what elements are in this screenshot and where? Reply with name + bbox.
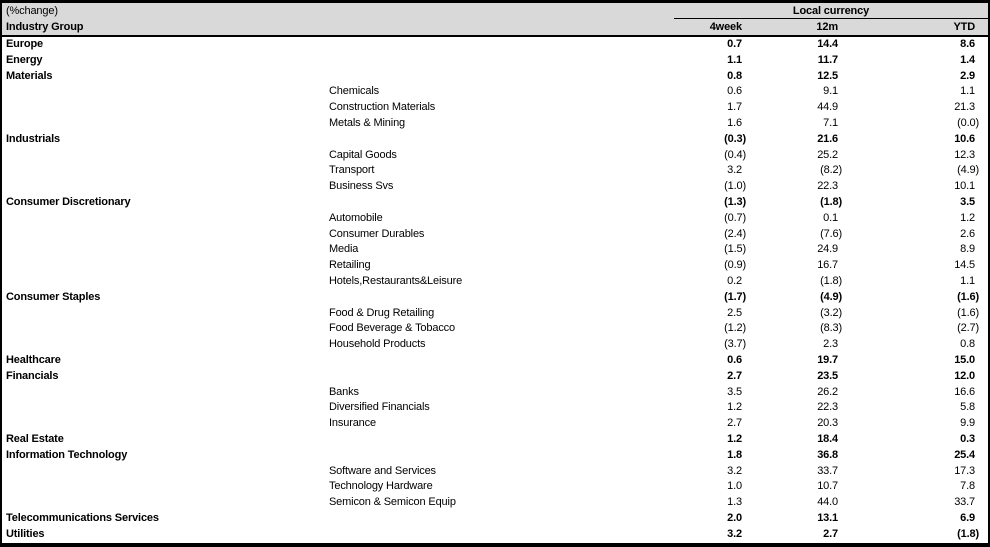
value-4week: (1.2) [724,322,746,335]
value-4week: (1.0) [724,180,746,193]
table-row-energy [2,53,988,69]
value-12m: 16.7 [817,259,838,272]
row-label: Materials [6,69,53,82]
value-4week: 2.7 [727,417,742,430]
value-4week: (0.7) [724,211,746,224]
value-12m: 24.9 [817,243,838,256]
value-ytd: 0.8 [960,338,975,351]
column-header-4week: 4week [709,21,742,33]
table-row-capital-goods [2,148,988,164]
value-4week: 0.7 [727,38,742,50]
row-label: Financials [6,369,59,382]
row-label: Household Products [329,338,426,351]
value-4week: 0.2 [727,274,742,287]
row-label: Banks [329,385,359,398]
value-12m: (8.3) [820,322,842,335]
value-ytd: 3.5 [960,195,975,208]
value-4week: (1.7) [724,290,746,303]
table-row-food-beverage-tobacco [2,321,988,337]
value-12m: 44.9 [817,101,838,114]
row-label: Telecommunications Services [6,511,159,524]
value-4week: (0.4) [724,148,746,161]
column-header-12m: 12m [816,21,838,33]
industry-group-header: Industry Group [6,21,84,33]
value-ytd: 8.6 [960,38,975,50]
row-label: Industrials [6,132,60,145]
table-row-europe [2,37,988,53]
value-12m: 26.2 [817,385,838,398]
row-label: Automobile [329,211,383,224]
value-4week: 1.0 [727,480,742,493]
value-ytd: 15.0 [954,353,975,366]
value-ytd: 10.1 [954,180,975,193]
row-label: Hotels,Restaurants&Leisure [329,274,463,287]
row-label: Chemicals [329,85,379,98]
value-12m: 22.3 [817,180,838,193]
table-row-industrials [2,132,988,148]
value-ytd: 17.3 [954,464,975,477]
value-ytd: 8.9 [960,243,975,256]
value-12m: 44.0 [817,496,838,509]
value-ytd: 1.2 [960,211,975,224]
value-ytd: 21.3 [954,101,975,114]
table-row-software-and-services [2,464,988,480]
table-row-transport [2,163,988,179]
value-4week: 0.6 [727,85,742,98]
value-4week: 1.2 [727,401,742,414]
value-4week: (3.7) [724,338,746,351]
row-label: Europe [6,38,43,50]
value-4week: 2.0 [727,511,742,524]
local-currency-header: Local currency [674,3,988,19]
value-12m: 2.7 [823,527,838,540]
value-12m: (1.8) [820,274,842,287]
value-12m: 12.5 [817,69,838,82]
value-4week: 3.2 [727,164,742,177]
percent-change-label: (%change) [6,5,58,17]
value-12m: (7.6) [820,227,842,240]
value-12m: 10.7 [817,480,838,493]
value-ytd: (1.6) [957,306,979,319]
value-4week: 1.8 [727,448,742,461]
value-4week: 0.8 [727,69,742,82]
row-label: Consumer Staples [6,290,101,303]
value-4week: 1.2 [727,432,742,445]
row-label: Retailing [329,259,371,272]
header-row-units [2,3,988,19]
value-4week: 2.5 [727,306,742,319]
value-12m: 21.6 [817,132,838,145]
value-ytd: 1.1 [960,274,975,287]
row-label: Diversified Financials [329,401,430,414]
table-row-consumer-durables [2,227,988,243]
table-row-construction-materials [2,100,988,116]
table-row-consumer-staples [2,290,988,306]
value-12m: 22.3 [817,401,838,414]
value-ytd: 1.1 [960,85,975,98]
table-row-insurance [2,416,988,432]
value-ytd: 12.0 [954,369,975,382]
table-row-metals-mining [2,116,988,132]
table-row-information-technology [2,448,988,464]
table-row-retailing [2,258,988,274]
table-row-telecommunications-services [2,511,988,527]
table-row-household-products [2,337,988,353]
value-12m: 9.1 [823,85,838,98]
table-row-technology-hardware [2,479,988,495]
value-12m: 2.3 [823,338,838,351]
value-4week: 1.1 [727,53,742,66]
value-12m: 18.4 [817,432,838,445]
value-ytd: 7.8 [960,480,975,493]
row-label: Food & Drug Retailing [329,306,435,319]
table-row-diversified-financials [2,400,988,416]
table-row-real-estate [2,432,988,448]
value-ytd: (0.0) [957,116,979,129]
row-label: Business Svs [329,180,394,193]
value-12m: 11.7 [817,53,838,66]
row-label: Food Beverage & Tobacco [329,322,455,335]
value-4week: 3.2 [727,527,742,540]
value-ytd: (4.9) [957,164,979,177]
value-12m: (3.2) [820,306,842,319]
value-4week: (1.5) [724,243,746,256]
value-ytd: 25.4 [954,448,975,461]
value-4week: (0.3) [724,132,746,145]
value-4week: 1.3 [727,496,742,509]
value-12m: 33.7 [817,464,838,477]
value-ytd: 10.6 [954,132,975,145]
value-ytd: (1.6) [957,290,979,303]
row-label: Technology Hardware [329,480,433,493]
table-row-banks [2,385,988,401]
value-ytd: 2.9 [960,69,975,82]
row-label: Real Estate [6,432,64,445]
row-label: Healthcare [6,353,61,366]
table-row-utilities [2,527,988,543]
table-row-hotels-restaurants-leisure [2,274,988,290]
row-label: Semicon & Semicon Equip [329,496,456,509]
value-4week: 1.7 [727,101,742,114]
value-4week: (2.4) [724,227,746,240]
row-label: Media [329,243,359,256]
value-12m: 14.4 [817,38,838,50]
table-row-chemicals [2,84,988,100]
table-row-food-drug-retailing [2,306,988,322]
value-ytd: 2.6 [960,227,975,240]
value-12m: 0.1 [823,211,838,224]
row-label: Utilities [6,527,45,540]
column-header-ytd: YTD [953,21,975,33]
value-ytd: 33.7 [954,496,975,509]
value-12m: (4.9) [820,290,842,303]
value-12m: 20.3 [817,417,838,430]
value-ytd: (1.8) [957,527,979,540]
value-4week: 3.2 [727,464,742,477]
value-ytd: 1.4 [960,53,975,66]
row-label: Metals & Mining [329,116,406,129]
table-row-business-svs [2,179,988,195]
value-ytd: 0.3 [960,432,975,445]
row-label: Capital Goods [329,148,397,161]
value-4week: 0.6 [727,353,742,366]
value-12m: 25.2 [817,148,838,161]
row-label: Insurance [329,417,376,430]
table-row-materials [2,69,988,85]
row-label: Transport [329,164,375,177]
table-row-automobile [2,211,988,227]
value-4week: 3.5 [727,385,742,398]
table-row-financials [2,369,988,385]
table-header [2,3,988,37]
value-4week: (0.9) [724,259,746,272]
value-ytd: 5.8 [960,401,975,414]
value-ytd: 14.5 [954,259,975,272]
value-12m: 36.8 [817,448,838,461]
table-row-healthcare [2,353,988,369]
table-body [2,37,988,543]
value-4week: (1.3) [724,195,746,208]
value-12m: (1.8) [820,195,842,208]
table-row-semicon-semicon-equip [2,495,988,511]
table-row-media [2,242,988,258]
value-12m: 7.1 [823,116,838,129]
row-label: Information Technology [6,448,128,461]
value-ytd: 6.9 [960,511,975,524]
row-label: Construction Materials [329,101,436,114]
value-ytd: 9.9 [960,417,975,430]
value-12m: 23.5 [817,369,838,382]
row-label: Consumer Discretionary [6,195,131,208]
row-label: Energy [6,53,43,66]
header-row-columns [2,19,988,35]
value-ytd: 12.3 [954,148,975,161]
value-4week: 1.6 [727,116,742,129]
value-ytd: 16.6 [954,385,975,398]
row-label: Consumer Durables [329,227,425,240]
table-row-consumer-discretionary [2,195,988,211]
value-4week: 2.7 [727,369,742,382]
value-12m: (8.2) [820,164,842,177]
value-12m: 19.7 [817,353,838,366]
value-ytd: (2.7) [957,322,979,335]
value-12m: 13.1 [817,511,838,524]
row-label: Software and Services [329,464,436,477]
